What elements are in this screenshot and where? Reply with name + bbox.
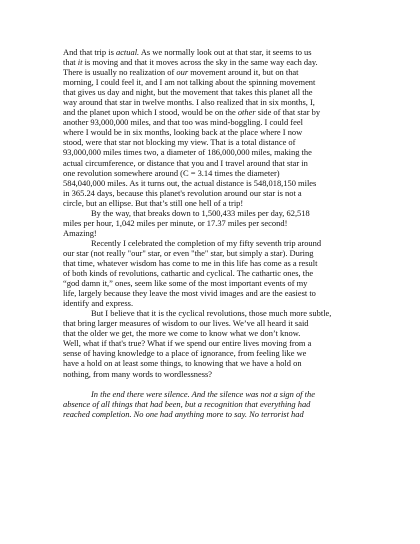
text-run: is moving and that it moves across the sky in the same way each day. [82, 57, 318, 68]
paragraph-p4 [63, 308, 362, 378]
text-run: that [63, 57, 78, 68]
text-line [63, 288, 362, 298]
text-run: sense of having knowledge to a place of ignorance, from feeling like we [63, 348, 307, 359]
paragraph-p3 [63, 238, 362, 308]
emphasis-text: actual. [115, 47, 140, 57]
text-run: life, largely because they leave the most vivid images and are the easiest to [63, 288, 316, 299]
text-line [63, 318, 362, 328]
paragraph-gap [63, 379, 362, 389]
text-line [63, 97, 362, 107]
emphasis-text: other [237, 107, 256, 118]
text-run: In the end there were silence. And the silence was not a sign of the [91, 388, 315, 399]
text-run: And that trip is [63, 47, 116, 57]
text-line [63, 348, 362, 358]
text-run: identify and express. [63, 298, 134, 309]
text-run: another 93,000,000 miles, and that too was mind-boggling. I could feel [63, 117, 303, 128]
text-line [63, 369, 362, 379]
text-run: Amazing! [63, 227, 97, 238]
text-line [63, 248, 362, 258]
text-line [63, 409, 362, 419]
text-run: movement around it, but on that [188, 67, 299, 78]
text-line [63, 168, 362, 178]
text-line [63, 389, 362, 399]
text-run: actual circumference, or distance that you and I travel around that star in [63, 157, 308, 168]
text-run: 93,000,000 miles times two, a diameter of 186,000,000 miles, making the [63, 147, 312, 158]
paragraph-p5 [63, 389, 362, 419]
text-run: “god damn it,” ones, seem like some of the most important events of my [63, 278, 308, 289]
text-line [63, 158, 362, 168]
text-run: side of that star by [255, 107, 321, 118]
text-run: nothing, from many words to wordlessness? [63, 368, 213, 379]
text-line [63, 238, 362, 248]
emphasis-text: our [176, 67, 189, 78]
text-line [63, 117, 362, 127]
emphasis-text: it [77, 57, 83, 68]
text-line [63, 147, 362, 157]
text-run: reached completion. No one had anything more to say. No terrorist had [63, 408, 304, 419]
text-line [63, 298, 362, 308]
text-line [63, 67, 362, 77]
text-run: our star (not really "our" star, or even "the" star, but simply a star). During [63, 247, 314, 258]
text-line [63, 47, 362, 57]
text-run: absence of all things that had been, but a recognition that everything had [63, 398, 311, 409]
text-line [63, 338, 362, 348]
text-run: miles per hour, 1,042 miles per minute, or 17.37 miles per second! [63, 217, 288, 228]
text-run: in 365.24 days, because this planet's revolution around our star is not a [63, 187, 302, 198]
text-line [63, 178, 362, 188]
text-run: Recently I celebrated the completion of my fifty seventh trip around [91, 237, 322, 248]
text-line [63, 399, 362, 409]
text-run: Well, what if that's true? What if we spend our entire lives moving from a [63, 338, 312, 349]
text-run: circle, but an ellipse. But that’s still one hell of a trip! [63, 197, 244, 208]
text-line [63, 198, 362, 208]
text-run: But I believe that it is the cyclical revolutions, those much more subtle, [91, 308, 332, 319]
text-run: There is usually no realization of [63, 67, 177, 78]
paragraph-p1 [63, 47, 362, 208]
paragraph-p2 [63, 208, 362, 238]
text-run: stood, were that star not blocking my view. That is a total distance of [63, 137, 296, 148]
text-line [63, 107, 362, 117]
text-line [63, 228, 362, 238]
text-line [63, 308, 362, 318]
text-run: of both kinds of revolutions, cathartic and cyclical. The cathartic ones, the [63, 268, 314, 279]
text-run: that gives us day and night, but the movement that takes this planet all the [63, 87, 313, 98]
text-line [63, 208, 362, 218]
text-run: where I would be in six months, looking back at the place where I now [63, 127, 303, 138]
text-line [63, 87, 362, 97]
text-line [63, 268, 362, 278]
text-line [63, 328, 362, 338]
text-run: morning, I could feel it, and I am not talking about the spinning movement [63, 77, 316, 88]
text-line [63, 127, 362, 137]
text-line [63, 218, 362, 228]
text-line [63, 188, 362, 198]
text-run: that bring larger measures of wisdom to our lives. We’ve all heard it said [63, 318, 309, 329]
text-run: By the way, that breaks down to 1,500,433 miles per day, 62,518 [91, 207, 310, 218]
text-line [63, 278, 362, 288]
text-run: that time, whatever wisdom has come to me in this life has come as a result [63, 257, 318, 268]
text-line [63, 258, 362, 268]
text-run: and the planet upon which I stood, would be on the [63, 107, 238, 118]
text-line [63, 358, 362, 368]
text-run: way around that star in twelve months. I also realized that in six months, I, [63, 97, 315, 108]
text-run: 584,040,000 miles. As it turns out, the actual distance is 548,018,150 miles [63, 177, 317, 188]
text-run: one revolution somewhere around (C = 3.14 times the diameter) [63, 167, 280, 178]
text-run: have a hold on at least some things, to knowing that we have a hold on [63, 358, 302, 369]
text-run: that the older we get, the more we come to know what we don’t know. [63, 328, 301, 339]
text-line [63, 57, 362, 67]
text-line [63, 77, 362, 87]
text-run: As we normally look out at that star, it seems to us [139, 47, 312, 57]
text-line [63, 137, 362, 147]
